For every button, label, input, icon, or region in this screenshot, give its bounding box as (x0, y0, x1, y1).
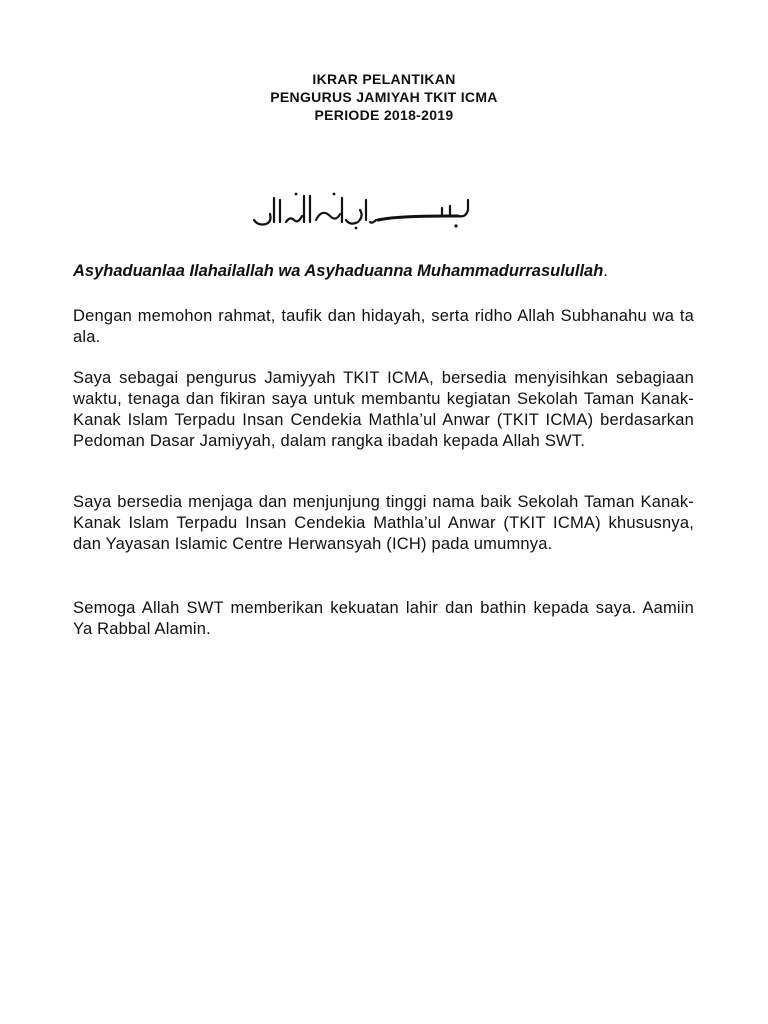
heading-line-3: PERIODE 2018-2019 (314, 107, 454, 123)
basmala-calligraphy-drawing (246, 186, 476, 232)
paragraph-closing-prayer: Semoga Allah SWT memberikan kekuatan lahir dan bathin kepada saya. Aamiin Ya Rabbal Alamin. (73, 599, 694, 638)
paragraph-opening: Dengan memohon rahmat, taufik dan hidayah, serta ridho Allah Subhanahu wa ta ala. (73, 307, 694, 346)
paragraph-commitment: Saya sebagai pengurus Jamiyyah TKIT ICMA, bersedia menyisihkan sebagiaan waktu, tenaga dan fikiran saya untuk membantu kegiatan Sekolah Taman Kanak-Kanak Islam Terpadu Insan Cendekia Mathla’ul Anwar (TKIT ICMA) berdasarkan Pedoman Dasar Jamiyyah, dalam rangka ibadah kepada Allah SWT. (73, 369, 694, 450)
heading-line-1: IKRAR PELANTIKAN (312, 71, 456, 87)
shahada-text: Asyhaduanlaa Ilahailallah wa Asyhaduanna Muhammadurrasulullah (73, 262, 604, 280)
shahada-line (73, 260, 713, 282)
paragraph-reputation: Saya bersedia menjaga dan menjunjung tinggi nama baik Sekolah Taman Kanak-Kanak Islam Terpadu Insan Cendekia Mathla’ul Anwar (TKIT ICMA) khususnya, dan Yayasan Islamic Centre Herwansyah (ICH) pada umumnya. (73, 493, 694, 553)
shahada-period: . (603, 262, 608, 280)
basmala-calligraphy-image (246, 186, 476, 232)
heading-line-2: PENGURUS JAMIYAH TKIT ICMA (270, 89, 498, 105)
document-heading (0, 70, 768, 124)
